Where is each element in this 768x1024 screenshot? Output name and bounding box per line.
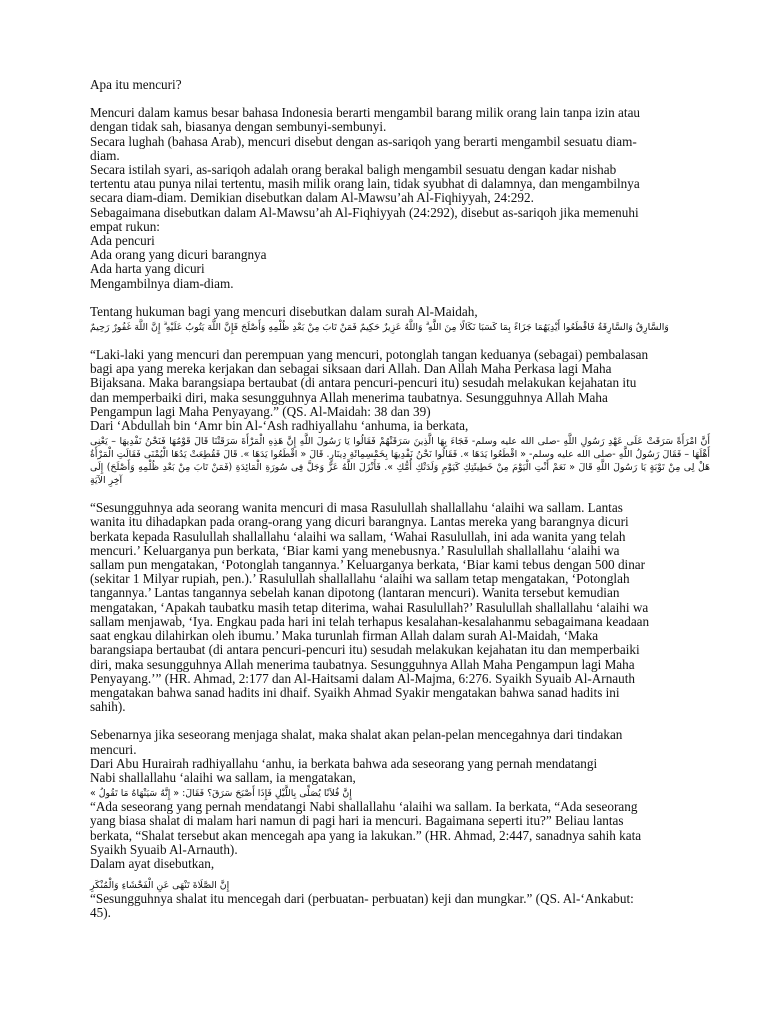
text-line: 45). (90, 905, 111, 921)
text-line: “Sesungguhnya ada seorang wanita mencuri di masa Rasulullah shallallahu ‘alaihi wa sallam. Lantas (90, 500, 623, 516)
text-line: Secara lughah (bahasa Arab), mencuri disebut dengan as-sariqoh yang berarti mengambil sesuatu diam- (90, 133, 637, 149)
text-line: dengan tidak sah, biasanya dengan sembunyi-sembunyi. (90, 119, 387, 135)
text-line: Dari ‘Abdullah bin ‘Amr bin Al-‘Ash radhiyallahu ‘anhuma, ia berkata, (90, 418, 469, 434)
text-line: Sebenarnya jika seseorang menjaga shalat, maka shalat akan pelan-pelan mencegahnya dari tindakan (90, 727, 623, 743)
text-line: secara diam-diam. Demikian disebutkan dalam Al-Mawsu’ah Al-Fiqhiyyah, 24:292. (90, 190, 534, 206)
text-line: Pengampun lagi Maha Penyayang.” (QS. Al-Maidah: 38 dan 39) (90, 403, 431, 419)
paragraph-hadith-2-translation (90, 800, 710, 871)
text-line: mencuri. (90, 741, 137, 757)
rukun-item: Ada pencuri (90, 233, 155, 249)
text-line: barangsiapa bertaubat (di antara pencuri-pencuri itu) sesudah melakukan kejahatan itu dan memperbaiki (90, 642, 640, 658)
arabic-ayah-maidah: وَالسَّارِقُ وَالسَّارِقَةُ فَاقْطَعُوا أَيْدِيَهُمَا جَزَاءً بِمَا كَسَبَا نَكَالًا مِنَ اللَّهِ ۗ وَاللَّهُ عَزِيزٌ حَكِيمٌ فَمَنْ تَابَ مِنْ بَعْدِ ظُلْمِهِ وَأَصْلَحَ فَإِنَّ اللَّهَ يَتُوبُ عَلَيْهِ ۗ إِنَّ اللَّهَ غَفُورٌ رَحِيمٌ (90, 322, 669, 334)
text-line: mencuri.’ Keluarganya pun berkata, ‘Biar kami yang menebusnya.’ Rasulullah shallallahu ‘alaihi wa (90, 542, 620, 558)
arabic-hadith-2: إِنَّ فُلاَنًا يُصَلِّى بِاللَّيْلِ فَإِذَا أَصْبَحَ سَرَقَ؟ فَقَالَ: « إِنَّهُ سَيَنْهَاهُ مَا تَقُولُ » (90, 788, 352, 800)
text-line: dan memperbaiki diri, maka sesungguhnya Allah menerima taubatnya. Sesungguhnya Allah Maha (90, 389, 608, 405)
paragraph-shalat (90, 728, 710, 785)
arabic-hadith-1: أَنَّ امْرَأَةً سَرَقَتْ عَلَى عَهْدِ رَسُولِ اللَّهِ -صلى الله عليه وسلم- فَجَاءَ بِهَا الَّذِينَ سَرَقَتْهُمْ فَقَالُوا يَا رَسُولَ اللَّهِ إِنَّ هَذِهِ الْمَرْأَةَ سَرَقَتْنَا قَالَ قَوْمُهَا فَنَحْنُ نَفْدِيهَا – يَعْنِى أَهْلَهَا – فَقَالَ رَسُولُ اللَّهِ -صلى الله عليه وسلم- « اقْطَعُوا يَدَهَا ». فَقَالُوا نَحْنُ نَفْدِيهَا بِخَمْسِمِائَةِ دِينَارٍ. قَالَ « اقْطَعُوا يَدَهَا ». قَالَ فَقُطِعَتْ يَدُهَا الْيُمْنَى فَقَالَتِ الْمَرْأَةُ هَلْ لِى مِنْ تَوْبَةٍ يَا رَسُولَ اللَّهِ قَالَ « نَعَمْ أَنْتِ الْيَوْمَ مِنْ خَطِيئَتِكِ كَيَوْمِ وَلَدَتْكِ أُمُّكِ ». فَأَنْزَلَ اللَّهُ عَزَّ وَجَلَّ فِى سُورَةِ الْمَائِدَةِ (فَمَنْ تَابَ مِنْ بَعْدِ ظُلْمِهِ وَأَصْلَحَ) إِلَى آخِرِ الآيَةِ (90, 436, 710, 487)
paragraph-hadith-translation (90, 501, 710, 714)
text-line: sallam menjawab, ‘Iya. Engkau pada hari ini telah terhapus kesalahan-kesalahanmu sebagaimana keadaan (90, 613, 650, 629)
text-line: empat rukun: (90, 218, 160, 234)
text-line: mengatakan bahwa sanad hadits ini dhaif. Syaikh Ahmad Syakir mengatakan bahwa sanad hadits ini (90, 684, 620, 700)
text-line: bagi apa yang mereka kerjakan dan sebagai siksaan dari Allah. Dan Allah Maha Perkasa lagi Maha (90, 361, 612, 377)
text-line: “Ada seseorang yang pernah mendatangi Nabi shallallahu ‘alaihi wa sallam. Ia berkata, “Ada seseorang (90, 799, 638, 815)
text-line: Tentang hukuman bagi yang mencuri disebutkan dalam surah Al-Maidah, (90, 303, 478, 319)
text-line: tertentu atau punya nilai tertentu, masih milik orang lain, tidak syubhat di dalamnya, dan mengambilnya (90, 176, 640, 192)
text-line: diam. (90, 147, 120, 163)
text-line: yang biasa shalat di malam hari namun di pagi hari ia mencuri. Bagaimana seperti itu?” Beliau lantas (90, 813, 624, 829)
text-line: berkata kepada Rasulullah shallallahu ‘alaihi wa sallam, ‘Wahai Rasulullah, ini ada wanita yang telah (90, 528, 626, 544)
text-line: mengatakan, ‘Apakah taubatku masih tetap diterima, wahai Rasulullah?’ Rasulullah shallallahu ‘alaihi wa (90, 599, 649, 615)
text-line: “Laki-laki yang mencuri dan perempuan yang mencuri, potonglah tangan keduanya (sebagai) pembalasan (90, 347, 649, 363)
text-line: Secara istilah syari, as-sariqoh adalah orang berakal baligh mengambil sesuatu dengan kadar nishab (90, 162, 617, 178)
text-line: berkata, “Shalat tersebut akan mencegah apa yang ia lakukan.” (HR. Ahmad, 2:447, sanadnya sahih kata (90, 827, 642, 843)
paragraph-definition (90, 106, 710, 291)
text-line: saat engkau dilahirkan oleh ibumu.’ Maka turunlah firman Allah dalam surah Al-Maidah, ‘Maka (90, 628, 599, 644)
text-line: wanita itu dihadapkan pada orang-orang yang dicuri barangnya. Lantas mereka yang barangnya dicuri (90, 514, 629, 530)
text-line: Bijaksana. Maka barangsiapa bertaubat (di antara pencuri-pencuri itu) sesudah melakukan kejahatan itu (90, 375, 637, 391)
rukun-item: Ada orang yang dicuri barangnya (90, 247, 267, 263)
text-line: Penyayang.’” (HR. Ahmad, 2:177 dan Al-Haitsami dalam Al-Majma, 6:276. Syaikh Syuaib Al-Arnauth (90, 670, 635, 686)
text-line: sahih). (90, 699, 126, 715)
paragraph-translation-maidah (90, 348, 710, 433)
rukun-item: Ada harta yang dicuri (90, 261, 205, 277)
text-line: tangannya.’ Lantas tangannya sebelah kanan dipotong (lantaran mencuri). Wanita tersebut kemudian (90, 585, 620, 601)
text-line: sallam pun mengatakan, ‘Potonglah tangannya.’ Keluarganya berkata, ‘Biar kami tebus dengan 500 dinar (90, 557, 646, 573)
text-line: diri, maka sesungguhnya Allah menerima taubatnya. Sesungguhnya Allah Maha Pengampun lagi Maha (90, 656, 635, 672)
text-line: Dari Abu Hurairah radhiyallahu ‘anhu, ia berkata bahwa ada seseorang yang pernah mendatangi (90, 755, 598, 771)
text-line: Sebagaimana disebutkan dalam Al-Mawsu’ah Al-Fiqhiyyah (24:292), disebut as-sariqoh jika memenuhi (90, 204, 639, 220)
document-title: Apa itu mencuri? (90, 77, 182, 92)
paragraph-ankabut-translation (90, 892, 710, 920)
text-line: Syaikh Syuaib Al-Arnauth). (90, 841, 238, 857)
text-line: (sekitar 1 Milyar rupiah, pen.).’ Rasulullah shallallahu ‘alaihi wa sallam tetap mengatakan, ‘Potonglah (90, 571, 630, 587)
text-line: Dalam ayat disebutkan, (90, 855, 215, 871)
arabic-ayah-ankabut: إِنَّ الصَّلَاةَ تَنْهَى عَنِ الْفَحْشَاءِ وَالْمُنْكَرِ (90, 880, 230, 892)
text-line: Nabi shallallahu ‘alaihi wa sallam, ia mengatakan, (90, 769, 356, 785)
text-line: “Sesungguhnya shalat itu mencegah dari (perbuatan- perbuatan) keji dan mungkar.” (QS. Al-‘Ankabut: (90, 891, 634, 907)
text-line: Mencuri dalam kamus besar bahasa Indonesia berarti mengambil barang milik orang lain tanpa izin atau (90, 105, 641, 121)
rukun-item: Mengambilnya diam-diam. (90, 275, 234, 291)
